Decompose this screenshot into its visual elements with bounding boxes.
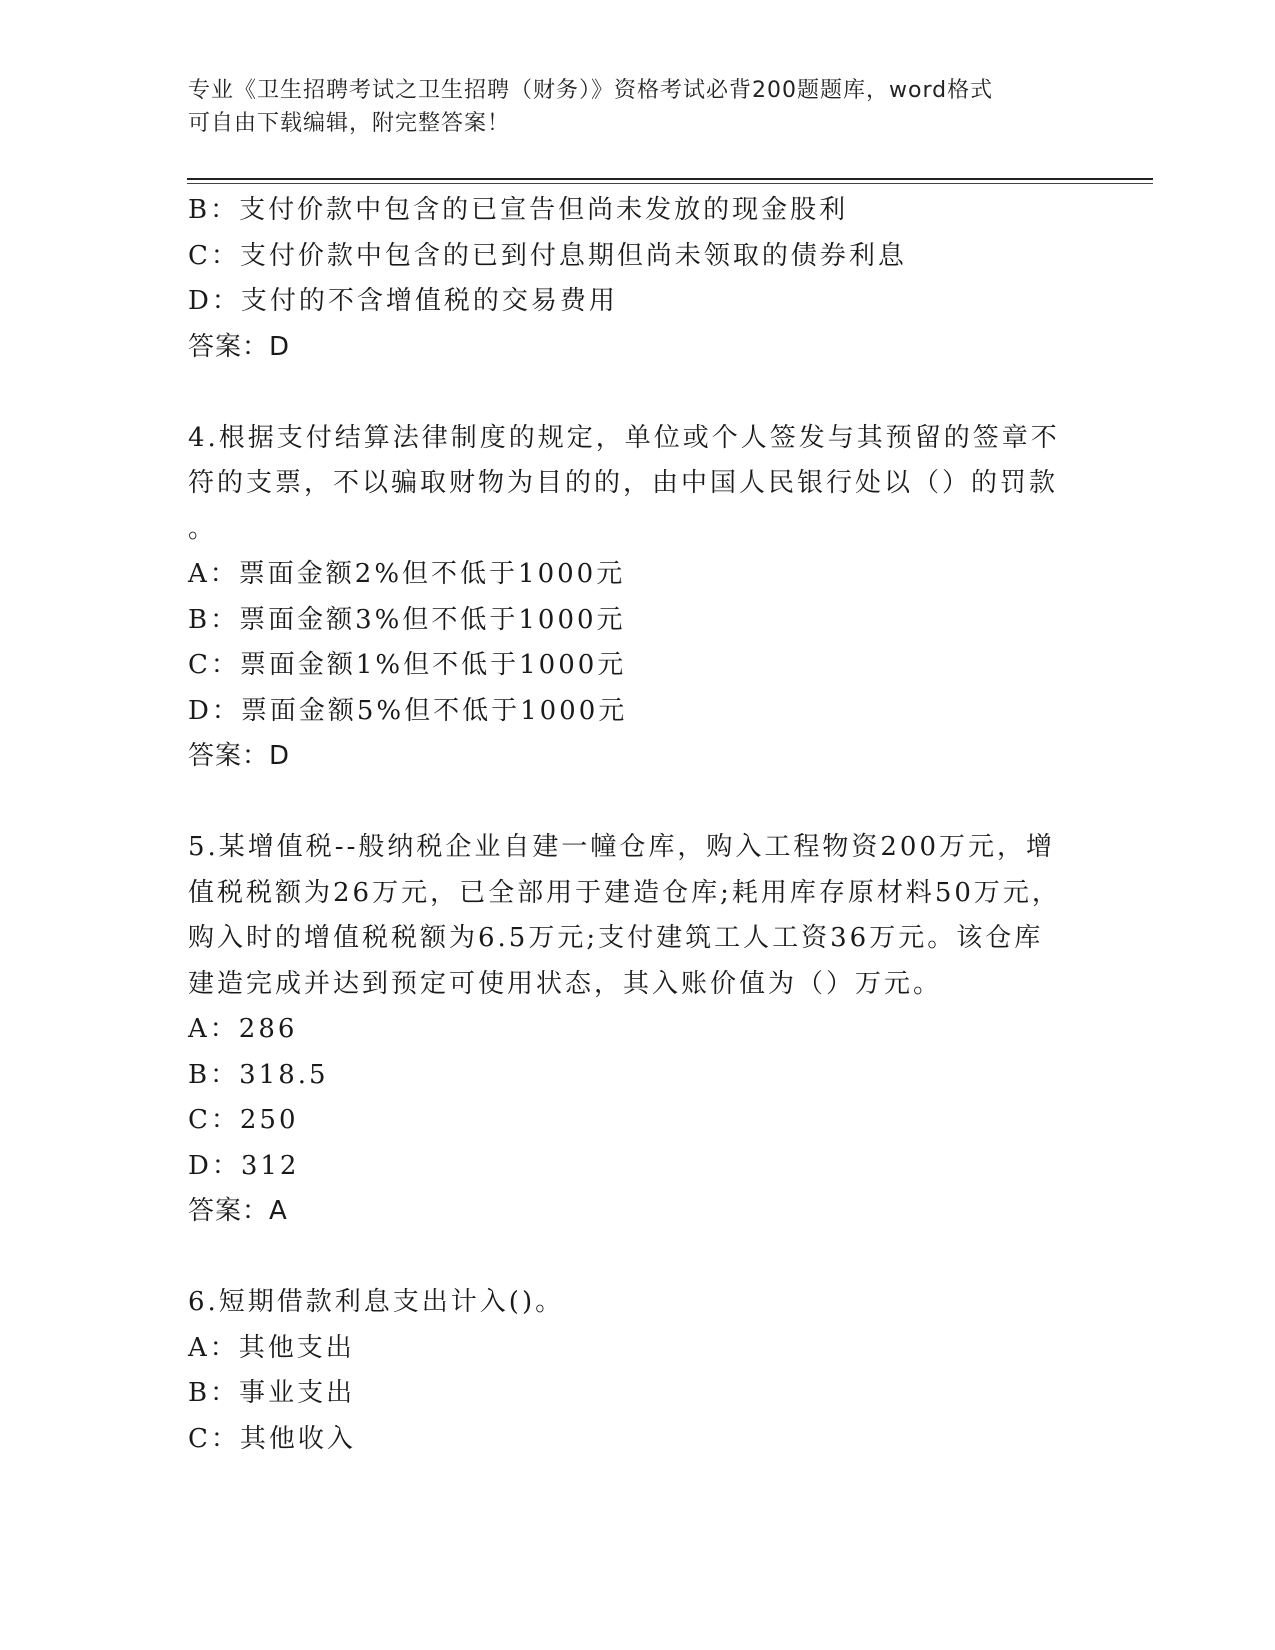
header-divider-thin bbox=[187, 183, 1153, 184]
question-spacer bbox=[188, 1235, 1068, 1281]
option-b: B：支付价款中包含的已宣告但尚未发放的现金股利 bbox=[188, 195, 849, 225]
question-stem-line: 4.根据支付结算法律制度的规定，单位或个人签发与其预留的签章不 bbox=[188, 422, 1060, 453]
option-d: D：票面金额5%但不低于1000元 bbox=[188, 695, 628, 726]
option-d: D：支付的不含增值税的交易费用 bbox=[188, 286, 618, 316]
question-6 bbox=[188, 1280, 1068, 1462]
question-stem-line: 6.短期借款利息支出计入()。 bbox=[188, 1287, 565, 1317]
header-divider-thick bbox=[187, 178, 1153, 180]
question-stem-line: 建造完成并达到预定可使用状态，其入账价值为（）万元。 bbox=[188, 968, 943, 999]
answer-line: 答案：D bbox=[188, 331, 291, 362]
question-stem-line: 。 bbox=[188, 513, 218, 544]
option-b: B：票面金额3%但不低于1000元 bbox=[188, 604, 626, 635]
option-c: C：支付价款中包含的已到付息期但尚未领取的债券利息 bbox=[188, 240, 907, 271]
header-title-line-1: 专业《卫生招聘考试之卫生招聘（财务）》资格考试必背200题题库，word格式 bbox=[188, 78, 994, 103]
option-a: A：票面金额2%但不低于1000元 bbox=[188, 559, 626, 589]
option-a: A：其他支出 bbox=[188, 1332, 355, 1363]
question-stem-line: 值税税额为26万元，已全部用于建造仓库;耗用库存原材料50万元， bbox=[188, 877, 1061, 908]
question-stem-line: 购入时的增值税税额为6.5万元;支付建筑工人工资36万元。该仓库 bbox=[188, 923, 1044, 953]
option-b: B：318.5 bbox=[188, 1059, 329, 1090]
answer-line: 答案：A bbox=[188, 1196, 288, 1226]
option-c: C：票面金额1%但不低于1000元 bbox=[188, 650, 627, 680]
question-list bbox=[188, 188, 1068, 1462]
question-stem-line: 符的支票，不以骗取财物为目的的，由中国人民银行处以（）的罚款 bbox=[188, 468, 1059, 498]
question-4 bbox=[188, 416, 1068, 780]
question-spacer bbox=[188, 370, 1068, 416]
document-header bbox=[188, 74, 1068, 140]
option-d: D：312 bbox=[188, 1150, 300, 1181]
answer-line: 答案：D bbox=[188, 741, 291, 771]
question-3 bbox=[188, 188, 1068, 370]
option-c: C：其他收入 bbox=[188, 1423, 356, 1454]
option-b: B：事业支出 bbox=[188, 1378, 356, 1408]
question-spacer bbox=[188, 780, 1068, 826]
question-5 bbox=[188, 825, 1068, 1235]
question-stem-line: 5.某增值税--般纳税企业自建一幢仓库，购入工程物资200万元，增 bbox=[188, 832, 1056, 862]
option-c: C：250 bbox=[188, 1105, 299, 1135]
header-title-line-2: 可自由下载编辑，附完整答案！ bbox=[188, 111, 511, 136]
option-a: A：286 bbox=[188, 1014, 298, 1044]
